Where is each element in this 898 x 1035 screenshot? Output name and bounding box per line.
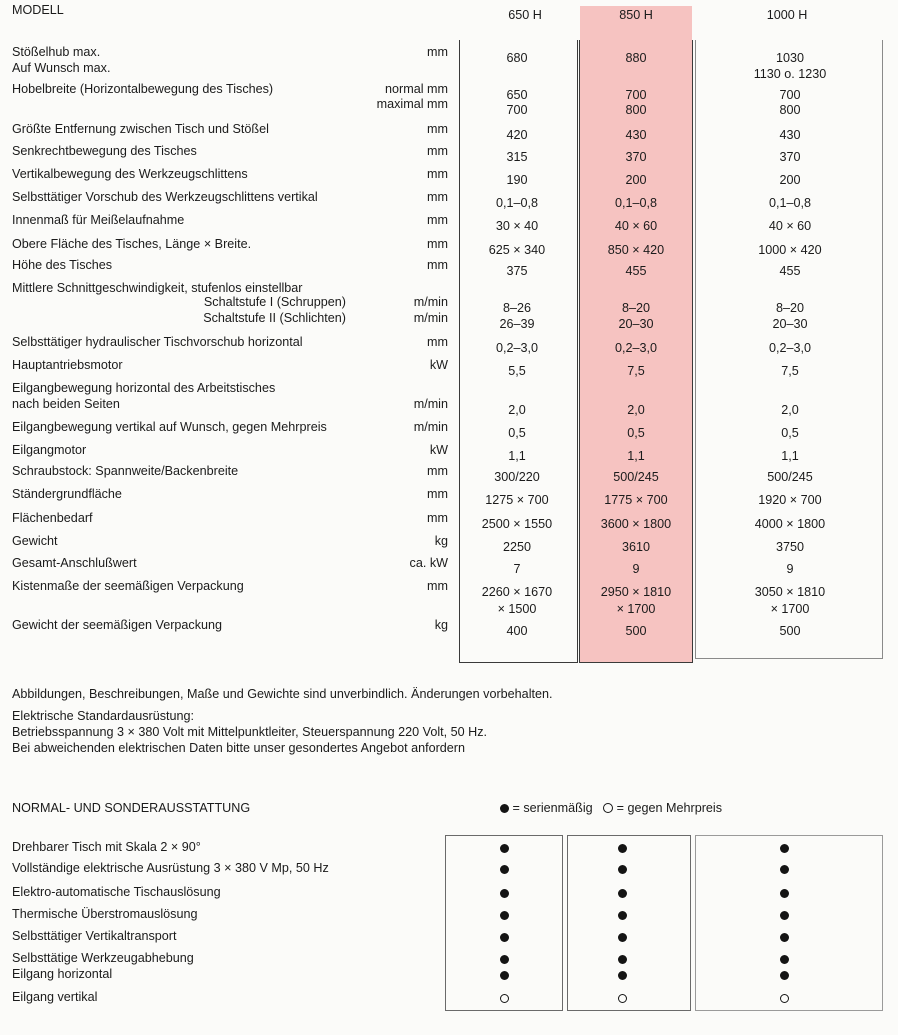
legend [500,801,722,815]
spec-label: Eilgangbewegung horizontal des Arbeitstisches [12,381,276,395]
filled-dot-icon [500,911,509,920]
spec-unit: m/min [413,311,448,325]
spec-value: 800 [625,103,647,117]
note-offer: Bei abweichenden elektrischen Daten bitte unser gesondertes Angebot anfordern [12,741,465,755]
spec-value: 1775 × 700 [604,493,668,507]
spec-value: 4000 × 1800 [754,517,826,531]
spec-value: 420 [506,128,528,142]
spec-label: Innenmaß für Meißelaufnahme [12,213,185,227]
spec-value: 650 [506,88,528,102]
spec-label: Senkrechtbewegung des Tisches [12,144,197,158]
spec-label: Gesamt-Anschlußwert [12,556,137,570]
spec-value: 9 [632,562,640,576]
spec-unit: mm [427,258,448,272]
equipment-item: Elektro-automatische Tischauslösung [12,885,221,899]
equipment-item: Selbsttätige Werkzeugabhebung [12,951,194,965]
note-voltage: Betriebsspannung 3 × 380 Volt mit Mittelpunktleiter, Steuerspannung 220 Volt, 50 Hz. [12,725,488,739]
filled-dot-icon [780,911,789,920]
filled-dot-icon [618,844,627,853]
spec-value: 40 × 60 [614,219,658,233]
spec-value: 0,2–3,0 [495,341,539,355]
spec-value: 20–30 [772,317,808,331]
spec-value: 430 [779,128,801,142]
spec-value: 9 [786,562,794,576]
spec-unit: mm [427,167,448,181]
spec-value: 3600 × 1800 [600,517,672,531]
spec-value: 370 [625,150,647,164]
spec-value: 0,5 [627,426,645,440]
spec-value: 190 [506,173,528,187]
spec-label: Eilgangbewegung vertikal auf Wunsch, gegen Mehrpreis [12,420,327,434]
spec-unit: mm [427,487,448,501]
open-circle-icon [780,994,789,1003]
spec-label: Schaltstufe II (Schlichten) [203,311,346,325]
spec-unit: maximal mm [376,97,448,111]
spec-value: 2,0 [508,403,526,417]
spec-value: 375 [506,264,528,278]
spec-value: 0,1–0,8 [614,196,658,210]
open-circle-icon [603,803,613,813]
filled-dot-icon [780,955,789,964]
filled-dot-icon [780,844,789,853]
spec-label: Kistenmaße der seemäßigen Verpackung [12,579,244,593]
spec-label: Mittlere Schnittgeschwindigkeit, stufenlos einstellbar [12,281,303,295]
spec-label: Schraubstock: Spannweite/Backenbreite [12,464,239,478]
spec-label: Selbsttätiger Vorschub des Werkzeugschlittens vertikal [12,190,318,204]
spec-unit: mm [427,45,448,59]
spec-label: Stößelhub max. [12,45,101,59]
spec-unit: kW [429,358,448,372]
spec-value: 625 × 340 [488,243,546,257]
spec-value: 455 [779,264,801,278]
spec-value: 1000 × 420 [758,243,822,257]
spec-label: Größte Entfernung zwischen Tisch und Stößel [12,122,269,136]
spec-unit: mm [427,237,448,251]
filled-dot-icon [780,865,789,874]
equipment-item: Eilgang vertikal [12,990,98,1004]
spec-unit: m/min [413,295,448,309]
open-circle-icon [500,994,509,1003]
spec-label: Ständergrundfläche [12,487,122,501]
filled-dot-icon [500,933,509,942]
spec-value: 40 × 60 [768,219,812,233]
filled-dot-icon [618,911,627,920]
spec-unit: mm [427,190,448,204]
spec-value: 1030 [775,51,805,65]
spec-unit: mm [427,335,448,349]
spec-value: 8–26 [502,301,532,315]
spec-value: 430 [625,128,647,142]
equipment-item: Vollständige elektrische Ausrüstung 3 × 380 V Mp, 50 Hz [12,861,329,875]
spec-value: 500/245 [767,470,813,484]
spec-value: 3750 [775,540,805,554]
spec-value: 2250 [502,540,532,554]
spec-value: 200 [625,173,647,187]
spec-value: 2500 × 1550 [481,517,553,531]
spec-value: × 1500 [497,602,537,616]
spec-unit: mm [427,213,448,227]
spec-value: 1,1 [781,449,799,463]
equipment-frame-850h [567,835,691,1011]
spec-label: Selbsttätiger hydraulischer Tischvorschub horizontal [12,335,303,349]
spec-unit: kg [434,534,448,548]
spec-label: nach beiden Seiten [12,397,120,411]
spec-value: 1,1 [508,449,526,463]
model-850h: 850 H [619,8,653,22]
filled-dot-icon [780,933,789,942]
spec-value: 2,0 [781,403,799,417]
note-electric-title: Elektrische Standardausrüstung: [12,709,195,723]
spec-value: 26–39 [499,317,535,331]
open-circle-icon [618,994,627,1003]
spec-value: 800 [779,103,801,117]
model-1000h: 1000 H [766,8,808,22]
filled-dot-icon [780,889,789,898]
spec-value: 7,5 [781,364,799,378]
spec-value: 315 [506,150,528,164]
spec-value: 0,2–3,0 [768,341,812,355]
equipment-item: Selbsttätiger Vertikaltransport [12,929,177,943]
filled-dot-icon [618,889,627,898]
spec-value: 5,5 [508,364,526,378]
spec-value: 0,1–0,8 [495,196,539,210]
spec-value: 1275 × 700 [485,493,549,507]
spec-value: 1130 o. 1230 [753,67,827,81]
spec-value: 300/220 [494,470,540,484]
filled-dot-icon [500,971,509,980]
equipment-item: Eilgang horizontal [12,967,113,981]
spec-unit: m/min [413,420,448,434]
spec-unit: mm [427,144,448,158]
spec-value: 3050 × 1810 [754,585,826,599]
spec-value: 1920 × 700 [758,493,822,507]
spec-value: 700 [506,103,528,117]
spec-unit: mm [427,464,448,478]
spec-label: Eilgangmotor [12,443,87,457]
spec-unit: kW [429,443,448,457]
spec-value: 1,1 [627,449,645,463]
filled-dot-icon [780,971,789,980]
filled-dot-icon [618,933,627,942]
spec-value: 8–20 [621,301,651,315]
filled-dot-icon [500,844,509,853]
spec-label: Auf Wunsch max. [12,61,111,75]
spec-label: Obere Fläche des Tisches, Länge × Breite. [12,237,252,251]
equipment-item: Drehbarer Tisch mit Skala 2 × 90° [12,840,201,854]
filled-dot-icon [500,955,509,964]
spec-value: × 1700 [770,602,810,616]
spec-label: Schaltstufe I (Schruppen) [203,295,346,309]
spec-value: 700 [779,88,801,102]
model-label: MODELL [12,3,64,17]
spec-value: 20–30 [618,317,654,331]
spec-label: Hobelbreite (Horizontalbewegung des Tisches) [12,82,274,96]
spec-unit: m/min [413,397,448,411]
spec-unit: ca. kW [409,556,448,570]
filled-dot-icon [618,955,627,964]
spec-label: Flächenbedarf [12,511,93,525]
filled-dot-icon [500,804,509,813]
spec-value: × 1700 [616,602,656,616]
spec-label: Gewicht der seemäßigen Verpackung [12,618,223,632]
spec-value: 400 [506,624,528,638]
spec-value: 370 [779,150,801,164]
spec-value: 880 [625,51,647,65]
spec-label: Hauptantriebsmotor [12,358,123,372]
spec-label: Höhe des Tisches [12,258,113,272]
spec-value: 0,5 [508,426,526,440]
model-650h: 650 H [508,8,542,22]
spec-value: 3610 [621,540,651,554]
spec-value: 0,1–0,8 [768,196,812,210]
spec-unit: mm [427,579,448,593]
equipment-item: Thermische Überstromauslösung [12,907,198,921]
spec-value: 8–20 [775,301,805,315]
spec-value: 2260 × 1670 [481,585,553,599]
spec-value: 455 [625,264,647,278]
equipment-frame-1000h [695,835,883,1011]
legend-standard: = serienmäßig [512,801,593,815]
spec-unit: mm [427,511,448,525]
spec-label: Gewicht [12,534,58,548]
spec-value: 7,5 [627,364,645,378]
spec-value: 680 [506,51,528,65]
spec-value: 30 × 40 [495,219,539,233]
equipment-frame-650h [445,835,563,1011]
spec-value: 0,2–3,0 [614,341,658,355]
legend-extra: = gegen Mehrpreis [616,801,723,815]
spec-unit: mm [427,122,448,136]
spec-value: 200 [779,173,801,187]
filled-dot-icon [500,865,509,874]
spec-value: 500/245 [613,470,659,484]
spec-value: 850 × 420 [607,243,665,257]
spec-value: 500 [625,624,647,638]
spec-value: 2,0 [627,403,645,417]
note-disclaimer: Abbildungen, Beschreibungen, Maße und Gewichte sind unverbindlich. Änderungen vorbehalten. [12,687,553,701]
spec-label: Vertikalbewegung des Werkzeugschlittens [12,167,248,181]
spec-value: 700 [625,88,647,102]
filled-dot-icon [618,971,627,980]
spec-value: 7 [513,562,521,576]
spec-value: 2950 × 1810 [600,585,672,599]
spec-unit: kg [434,618,448,632]
filled-dot-icon [618,865,627,874]
equipment-title: NORMAL- UND SONDERAUSSTATTUNG [12,801,251,815]
spec-value: 500 [779,624,801,638]
spec-unit: normal mm [385,82,448,96]
spec-value: 0,5 [781,426,799,440]
filled-dot-icon [500,889,509,898]
